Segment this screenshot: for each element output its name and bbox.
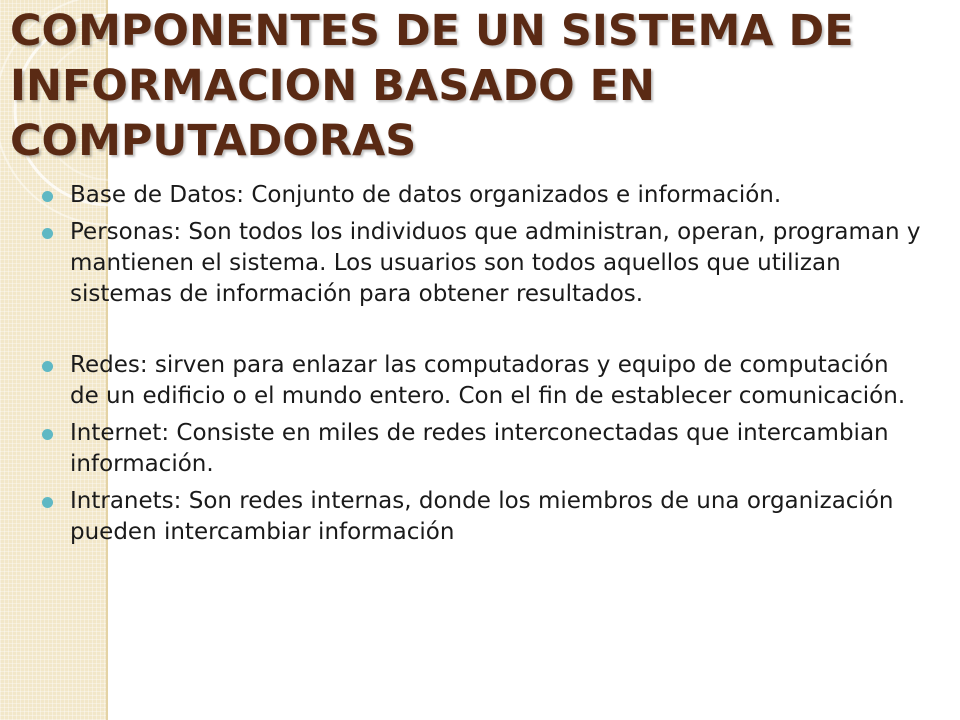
bullet-text: Base de Datos: Conjunto de datos organizados e información. [70,182,782,208]
bullet-text: Redes: sirven para enlazar las computadoras y equipo de computación de un edificio o el mundo entero. Con el fin de establecer comunicación. [70,352,906,409]
bullet-icon [42,361,53,372]
bullet-item-personas [42,217,922,310]
bullet-text: Personas: Son todos los individuos que administran, operan, programan y mantienen el sistema. Los usuarios son todos aquellos que utilizan sistemas de información para obtener resultados. [70,219,921,307]
bullet-list [42,180,922,554]
bullet-item-internet [42,418,922,480]
bullet-icon [42,228,53,239]
bullet-icon [42,497,53,508]
slide-title: COMPONENTES DE UN SISTEMA DE INFORMACION BASADO EN COMPUTADORAS [10,6,854,166]
bullet-item-redes [42,350,922,412]
bullet-item-intranets [42,486,922,548]
bullet-text: Intranets: Son redes internas, donde los miembros de una organización pueden intercambiar información [70,488,894,545]
bullet-item-base-de-datos [42,180,922,211]
bullet-text: Internet: Consiste en miles de redes interconectadas que intercambian información. [70,420,889,477]
bullet-icon [42,191,53,202]
bullet-icon [42,429,53,440]
